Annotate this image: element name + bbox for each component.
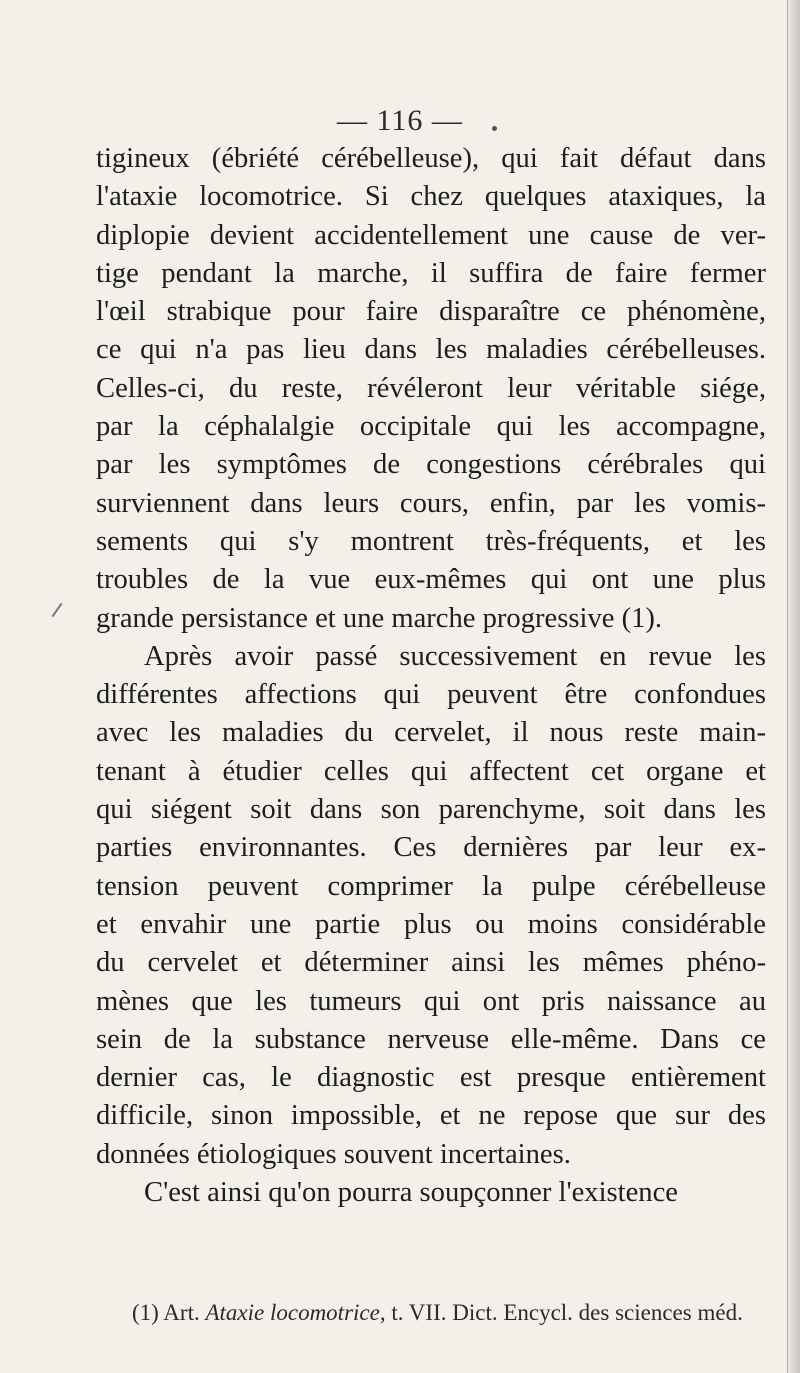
text-line: l'œil strabique pour faire disparaître ce phénomène, <box>96 296 766 328</box>
page-edge-line <box>787 0 788 1373</box>
text-line: Celles-ci, du reste, révéleront leur véritable siége, <box>96 372 766 404</box>
text-line: C'est ainsi qu'on pourra soupçonner l'existence <box>144 1177 678 1209</box>
text-line: Après avoir passé successivement en revue les <box>144 640 766 672</box>
text-line: par la céphalalgie occipitale qui les accompagne, <box>96 411 766 443</box>
text-line: qui siégent soit dans son parenchyme, soit dans les <box>96 794 766 826</box>
body-text <box>96 140 766 1212</box>
footnote <box>132 1298 762 1328</box>
text-line: surviennent dans leurs cours, enfin, par les vomis- <box>96 487 766 519</box>
text-line: tigineux (ébriété cérébelleuse), qui fait défaut dans <box>96 143 766 174</box>
text-line: sements qui s'y montrent très-fréquents, et les <box>96 525 766 557</box>
text-line: grande persistance et une marche progressive (1). <box>96 602 663 634</box>
text-line: troubles de la vue eux-mêmes qui ont une plus <box>96 564 766 596</box>
text-line: diplopie devient accidentellement une cause de ver- <box>96 219 766 251</box>
ink-speck <box>492 126 497 131</box>
text-line: tenant à étudier celles qui affectent cet organe et <box>96 755 766 787</box>
text-line: dernier cas, le diagnostic est presque entièrement <box>96 1062 766 1094</box>
text-line: du cervelet et déterminer ainsi les mêmes phéno- <box>96 947 766 979</box>
text-line: difficile, sinon impossible, et ne repose que sur des <box>96 1100 766 1132</box>
text-line: différentes affections qui peuvent être confondues <box>96 679 766 711</box>
text-line: mènes que les tumeurs qui ont pris naissance au <box>96 985 766 1017</box>
text-line: données étiologiques souvent incertaines. <box>96 1138 571 1170</box>
margin-mark <box>52 603 63 617</box>
text-line: sein de la substance nerveuse elle-même. Dans ce <box>96 1023 766 1055</box>
text-line: et envahir une partie plus ou moins considérable <box>96 908 766 940</box>
text-line: par les symptômes de congestions cérébrales qui <box>96 449 766 481</box>
text-line: tension peuvent comprimer la pulpe cérébelleuse <box>96 870 766 902</box>
text-line: tige pendant la marche, il suffira de faire fermer <box>96 257 766 289</box>
page-edge-shadow <box>786 0 800 1373</box>
text-line: l'ataxie locomotrice. Si chez quelques ataxiques, la <box>96 181 766 213</box>
page-number: — 116 — <box>337 104 463 137</box>
footnote-reference: t. VII. Dict. Encycl. des sciences méd. <box>391 1300 743 1325</box>
footnote-prefix: (1) Art. <box>132 1300 200 1325</box>
text-line: avec les maladies du cervelet, il nous reste main- <box>96 717 766 749</box>
text-line: parties environnantes. Ces dernières par leur ex- <box>96 832 766 864</box>
footnote-title: Ataxie locomotrice, <box>205 1300 386 1325</box>
text-line: ce qui n'a pas lieu dans les maladies cérébelleuses. <box>96 334 766 366</box>
